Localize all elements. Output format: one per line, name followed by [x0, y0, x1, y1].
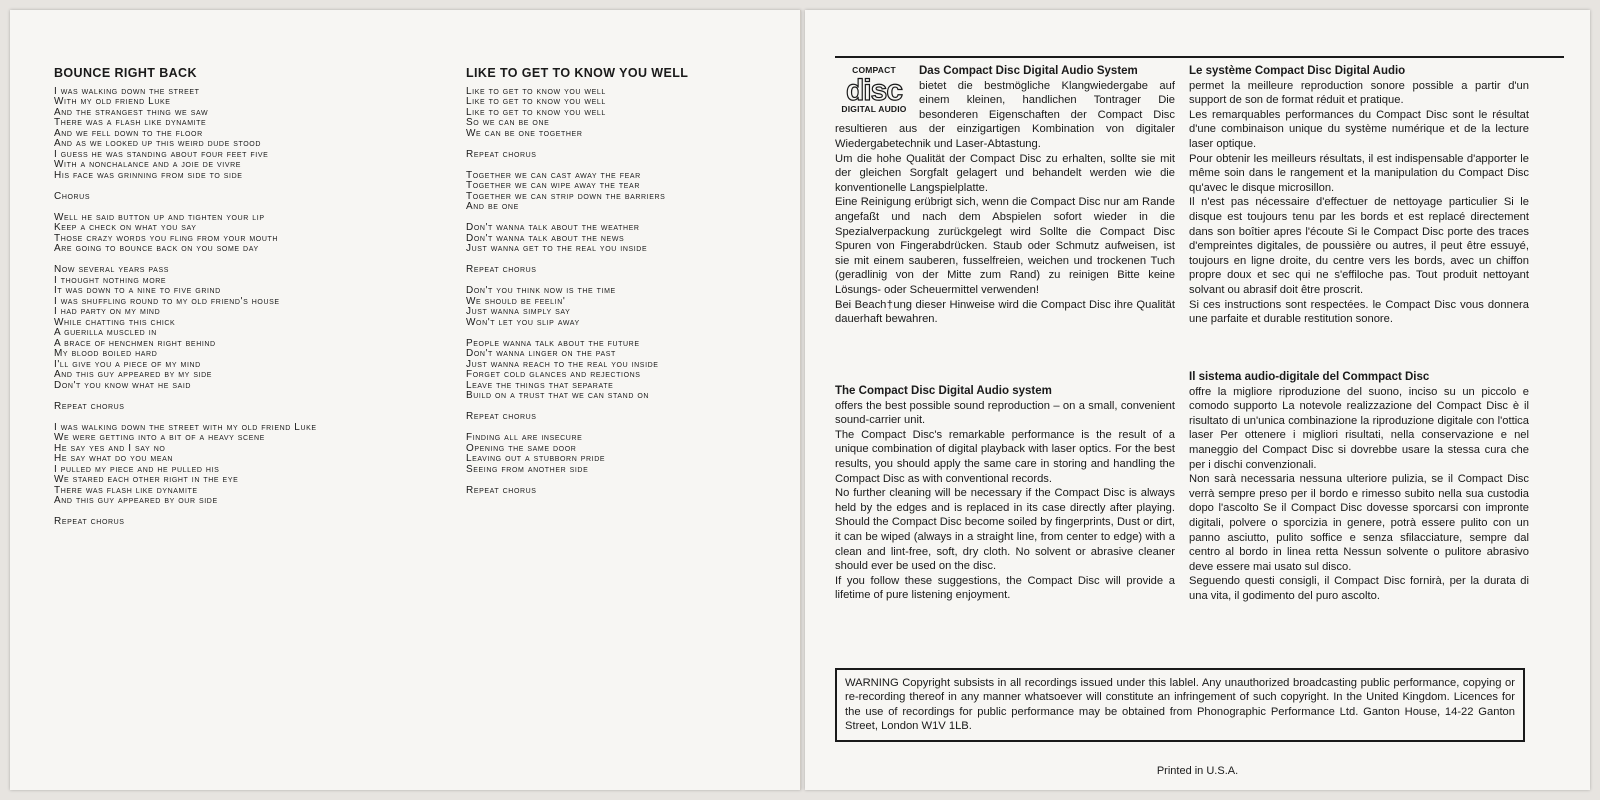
lyric-line: A guerilla muscled in	[54, 327, 157, 338]
lyric-line: Build on a trust that we can stand on	[466, 390, 650, 401]
lyric-line: Those crazy words you fling from your mouth	[54, 232, 279, 244]
lyrics-page	[10, 10, 801, 790]
lyric-line: Seeing from another side	[466, 463, 589, 475]
lyric-line: Leave the things that separate	[466, 379, 614, 391]
stanza-gap	[54, 202, 434, 213]
song-lyrics	[466, 87, 766, 497]
lyric-line: Don't wanna talk about the weather	[466, 222, 640, 233]
lyric-line: Don't you think now is the time	[466, 285, 616, 296]
stanza-gap	[466, 328, 766, 339]
lyric-line: And we fell down to the floor	[54, 127, 203, 139]
english-paragraph: offers the best possible sound reproduction – on a small, convenient sound-carrier unit.	[835, 399, 1175, 427]
lyric-line: Don't wanna linger on the past	[466, 348, 616, 359]
stanza-gap	[466, 160, 766, 171]
logo-main-text: disc	[845, 76, 903, 104]
lyric-line: And this guy appeared by our side	[54, 495, 218, 506]
lyric-line: Keep a check on what you say	[54, 222, 197, 233]
stanza-gap	[54, 181, 434, 192]
lyric-line: I was walking down the street	[54, 85, 200, 97]
top-rule	[835, 56, 1564, 58]
lyric-line: Repeat chorus	[466, 264, 537, 275]
lyric-line: Chorus	[54, 190, 91, 202]
lyric-line: Don't you know what he said	[54, 379, 192, 391]
stanza-gap	[54, 412, 434, 423]
english-paragraph: The Compact Disc's remarkable performance is the result of a unique combination of digital playback with laser optics. For the best results, you should apply the same care in storing and handling the Compact Disc as with conventional records.	[835, 428, 1175, 485]
stanza-gap	[466, 475, 766, 486]
lyrics-column-bounce-right-back	[54, 68, 434, 528]
stanza-gap	[54, 391, 434, 402]
lyric-line: With my old friend Luke	[54, 96, 171, 107]
lyric-line: Now several years pass	[54, 264, 169, 275]
french-section	[1189, 64, 1529, 327]
lyric-line: We should be feelin'	[466, 295, 566, 307]
lyric-line: So we can be one	[466, 117, 550, 128]
lyric-line: Like to get to know you well	[466, 96, 606, 107]
english-section	[835, 384, 1175, 603]
lyric-line: My blood boiled hard	[54, 348, 158, 359]
stanza-gap	[466, 139, 766, 150]
lyric-line: Like to get to know you well	[466, 106, 606, 118]
german-section	[835, 64, 1175, 327]
lyric-line: People wanna talk about the future	[466, 337, 640, 349]
german-paragraph: Eine Reinigung erübrigt sich, wenn die Compact Disc nur am Rande angefaßt und nach dem Abspielen sofort wieder in die Spezialverpackung zurückgelegt wird Sollte die Compact Disc Spuren von Fingerabdrücken. Staub oder Schmutz aufweisen, ist sie mit einem sauberen, fusselfreien, weichen und trockenen Tuch (geradlinig von der Mitte zum Rand) zu reinigen Bitte keine Lösungs- oder Scheuermittel verwenden!	[835, 196, 1175, 296]
italian-heading: Il sistema audio-digitale del Commpact Disc	[1189, 371, 1430, 383]
lyric-line: Repeat chorus	[466, 484, 537, 496]
lyric-line: We stared each other right in the eye	[54, 474, 239, 485]
printed-in-note: Printed in U.S.A.	[1156, 765, 1239, 777]
lyric-line: And this guy appeared by my side	[54, 369, 213, 380]
lyric-line: Repeat chorus	[54, 400, 125, 412]
lyric-line: Finding all are insecure	[466, 432, 583, 443]
lyric-line: We can be one together	[466, 127, 583, 139]
english-paragraph: No further cleaning will be necessary if the Compact Disc is always held by the edges and is replaced in its case directly after playing. Should the Compact Disc become soiled by fingerprints, Dust or dirt, it can be wiped (always in a straight line, from center to edge) with a clean and lint-free, soft, dry cloth. No solvent or abrasive cleaner should ever be used on the disc.	[835, 487, 1175, 573]
german-paragraph: Um die hohe Qualität der Compact Disc zu erhalten, sollte sie mit der gleichen Sorgfalt gelagert und behandelt werden wie die konventionelle Langspielplatte.	[835, 152, 1175, 194]
lyric-line: I'll give you a piece of my mind	[54, 358, 201, 370]
english-paragraph: If you follow these suggestions, the Compact Disc will provide a lifetime of pure listening enjoyment.	[835, 574, 1175, 602]
lyric-line: Well he said button up and tighten your lip	[54, 211, 265, 223]
french-paragraph: Il n'est pas nécessaire d'effectuer de nettoyage particulier Si le disque est toujours tenu par les bords et est replacé directement dans son boîtier apres l'écoute Si le Compact Disc porte des traces d'empreintes digitales, de poussière ou autres, il peut être essuyé, toujours en ligne droite, du centre vers les bords, avec un chiffon propre doux et sec qui ne s'effiloche pas. Tout produit nettoyant solvant ou abrasif doit être proscrit.	[1189, 196, 1529, 296]
lyric-line: Just wanna reach to the real you inside	[466, 358, 659, 370]
french-paragraph: Pour obtenir les meilleurs résultats, il est indispensable d'apporter le même soin dans le rangement et la manipulation du Compact Disc qu'avec le disque microsillon.	[1189, 152, 1529, 194]
lyric-line: He say what do you mean	[54, 453, 174, 464]
lyric-line: Won't let you slip away	[466, 316, 580, 328]
lyric-line: I guess he was standing about four feet five	[54, 148, 269, 160]
lyric-line: Are going to bounce back on you some day	[54, 243, 259, 254]
lyric-line: Just wanna get to the real you inside	[466, 243, 648, 254]
german-paragraph: Bei Beach†ung dieser Hinweise wird die Compact Disc ihre Qualität dauerhaft bewahren.	[835, 298, 1175, 326]
lyric-line: His face was grinning from side to side	[54, 169, 243, 181]
lyric-line: There was flash like dynamite	[54, 484, 198, 496]
lyric-line: I thought nothing more	[54, 274, 167, 286]
compact-disc-logo	[835, 66, 913, 116]
italian-section	[1189, 370, 1529, 604]
lyric-line: Opening the same door	[466, 442, 577, 454]
song-title: BOUNCE RIGHT BACK	[54, 66, 197, 80]
lyric-line: We were getting into a bit of a heavy scene	[54, 432, 265, 443]
logo-bottom-text: DIGITAL AUDIO	[841, 104, 907, 114]
italian-paragraph: Non sarà necessaria nessuna ulteriore pulizia, se il Compact Disc verrà sempre preso per il bordo e rimesso subito nella sua custodia dopo l'ascolto Se il Compact Disc dovesse sporcarsi con impronte digitali, polvere o sporcizia in genere, potrà essere pulito con un panno asciutto, pulito soffice e senza sfilacciature, sempre dal centro al bordo in linea retta Nessun solvente o pulitore abrasivo deve essere mai usato sul disco.	[1189, 473, 1529, 573]
lyric-line: Together we can wipe away the tear	[466, 180, 640, 191]
copyright-warning-box: WARNING Copyright subsists in all recordings issued under this lablel. Any unauthorized broadcasting public performance, copying or re-recording thereof in any manner whatsoever will constitute an infringement of such copyright. In the United Kingdom. Licences for the use of recordings for public performance may be obtained from Phonographic Performance Ltd. Ganton House, 14-22 Ganton Street, London W1V 1LB.	[835, 668, 1525, 742]
lyric-line: A brace of henchmen right behind	[54, 337, 216, 349]
compact-disc-info-page	[805, 10, 1590, 790]
lyric-line: And be one	[466, 201, 519, 212]
lyric-line: Repeat chorus	[466, 148, 537, 160]
lyric-line: I had party on my mind	[54, 306, 161, 317]
lyric-line: Together we can cast away the fear	[466, 169, 641, 181]
lyric-line: Just wanna simply say	[466, 306, 571, 317]
german-paragraph: bietet die bestmögliche Klangwiedergabe auf einem kleinen, handlichen Tontrager Die besonderen Eigenschaften der Compact Disc resultieren aus der einzigartigen Kombination von digitaler Wiedergabetechnik und Laser-Abtastung.	[835, 79, 1175, 150]
french-paragraph: permet la meilleure reproduction sonore possible a partir d'un support de son de format réduit et pratique.	[1189, 79, 1529, 107]
french-paragraph: Les remarquables performances du Compact Disc sont le résultat d'une combinaison unique du système numérique et de la lecture laser optique.	[1189, 108, 1529, 150]
song-lyrics	[54, 87, 434, 528]
lyric-line: And as we looked up this weird dude stood	[54, 138, 261, 149]
lyric-line: Don't wanna talk about the news	[466, 232, 625, 244]
french-paragraph: Si ces instructions sont respectées. le Compact Disc vous donnera une parfaite et durable restitution sonore.	[1189, 298, 1529, 326]
lyric-line: It was down to a nine to five grind	[54, 285, 221, 296]
lyric-line: With a nonchalance and a joie de vivre	[54, 159, 242, 170]
italian-paragraph: offre la migliore riproduzione del suono, inciso su un piccolo e comodo supporto La notevole realizzazione del Compact Disc è il risultato di un'unica combinazione la riproduzione digitale con l'ottica laser Per ottenere i migliori risultati, nella conservazione e nel maneggio del Compact Disc si dovrebbe usare la stessa cura che per i dischi convenzionali.	[1189, 385, 1529, 471]
song-title: LIKE TO GET TO KNOW YOU WELL	[466, 66, 689, 80]
german-heading: Das Compact Disc Digital Audio System	[919, 65, 1138, 77]
english-heading: The Compact Disc Digital Audio system	[835, 385, 1052, 397]
lyric-line: He say yes and I say no	[54, 442, 166, 454]
lyric-line: Forget cold glances and rejections	[466, 369, 641, 380]
lyric-line: I pulled my piece and he pulled his	[54, 463, 220, 475]
italian-paragraph: Seguendo questi consigli, il Compact Disc fornirà, per la durata di una vita, il godimento del puro ascolto.	[1189, 575, 1529, 602]
lyric-line: I was walking down the street with my old friend Luke	[54, 421, 317, 433]
french-heading: Le système Compact Disc Digital Audio	[1189, 65, 1406, 77]
lyric-line: Leaving out a stubborn pride	[466, 453, 606, 464]
lyric-line: I was shuffling round to my old friend's house	[54, 295, 280, 307]
lyric-line: Repeat chorus	[54, 516, 125, 527]
lyric-line: There was a flash like dynamite	[54, 117, 207, 128]
lyric-line: Like to get to know you well	[466, 85, 606, 97]
lyrics-column-like-to-get-to-know-you-well	[466, 68, 766, 496]
disc-logo-icon	[837, 76, 911, 104]
lyric-line: Repeat chorus	[466, 411, 537, 422]
logo-top-text: COMPACT	[852, 65, 896, 75]
lyric-line: And the strangest thing we saw	[54, 106, 209, 118]
lyric-line: Together we can strip down the barriers	[466, 190, 666, 202]
lyric-line: While chatting this chick	[54, 316, 176, 328]
